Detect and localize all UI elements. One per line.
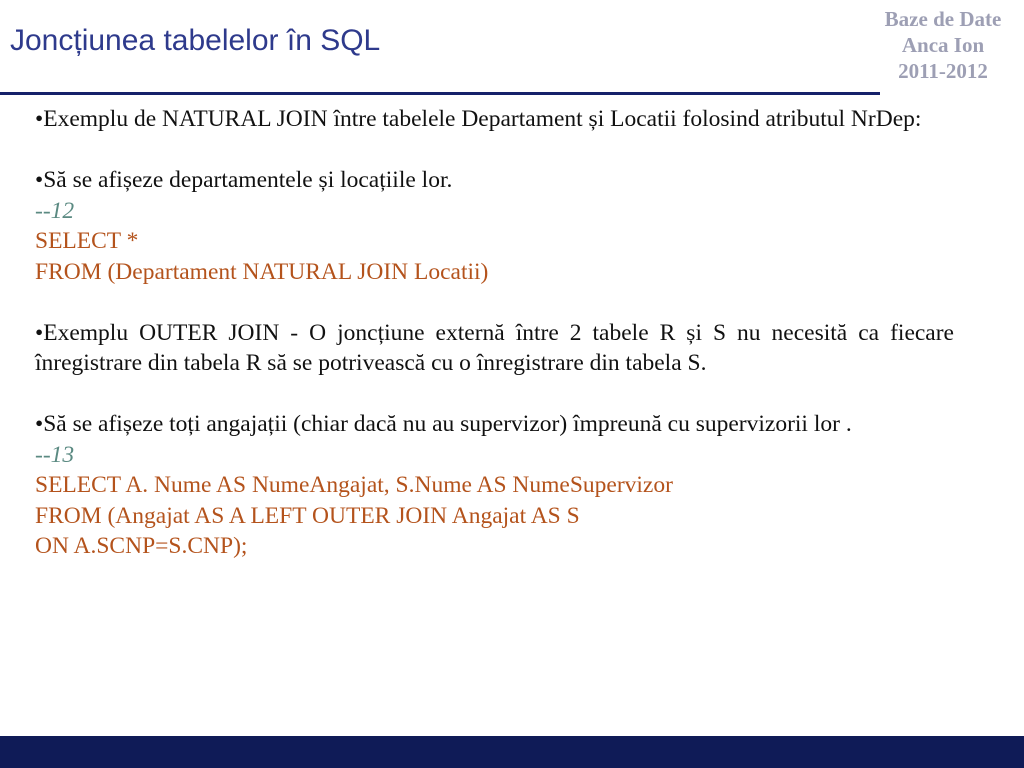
course-info [868,6,1018,84]
course-name: Baze de Date [884,7,1002,31]
bullet-outer-join: •Exemplu OUTER JOIN - O joncțiune externă între 2 tabele R și S nu necesită ca fiecare înregistrare din tabela R să se potrivească cu o înregistrare din tabela S. [35,319,954,376]
title-divider [0,92,880,95]
bullet-task-12: •Să se afișeze departamentele și locațiile lor. [35,167,453,193]
author-name: Anca Ion [901,33,985,57]
query-comment-12: --12 [35,197,75,224]
bullet-natural-join: •Exemplu de NATURAL JOIN între tabelele Departament și Locatii folosind atributul NrDep: [35,106,922,132]
code-line: SELECT A. Nume AS NumeAngajat, S.Nume AS NumeSupervizor [35,472,673,498]
spacer [35,135,954,166]
spacer [35,379,954,410]
spacer [35,287,954,318]
slide-body [35,104,954,562]
academic-year: 2011-2012 [898,59,988,83]
slide-title: Joncțiunea tabelelor în SQL [10,24,381,57]
bullet-task-13: •Să se afișeze toți angajații (chiar dacă nu au supervizor) împreună cu supervizorii lor . [35,411,852,437]
code-line: FROM (Departament NATURAL JOIN Locatii) [35,258,489,285]
code-line: FROM (Angajat AS A LEFT OUTER JOIN Angajat AS S [35,502,580,529]
query-comment-13: --13 [35,441,75,468]
footer-bar [0,736,1024,768]
code-line: ON A.SCNP=S.CNP); [35,533,248,559]
code-line: SELECT * [35,228,139,254]
